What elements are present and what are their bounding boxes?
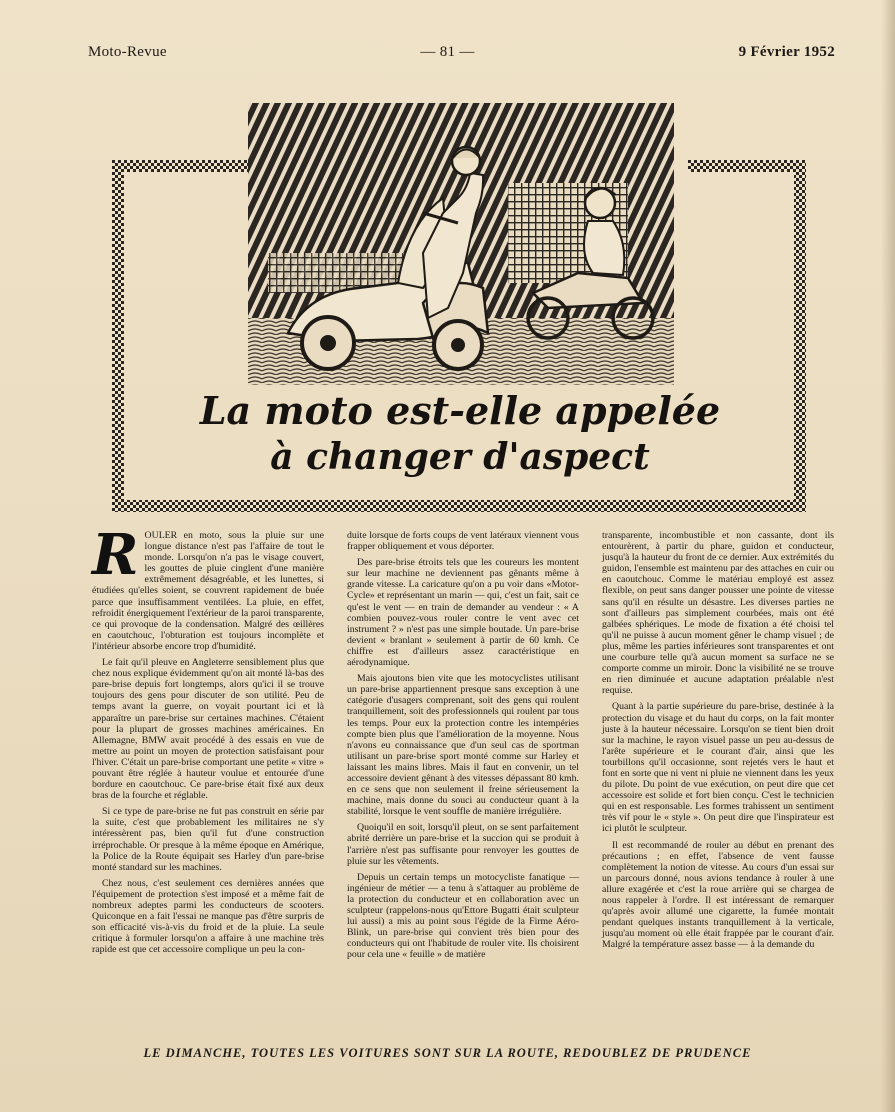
paragraph: Chez nous, c'est seulement ces dernières années que l'équipement de protection s'est imposé et a même fait de nombreux adeptes parmi les conducteurs de scooters. Quiconque en a fait l'essai ne manque pas d'être surpris de son efficacité vis-à-vis du froid et de la pluie. La seule critique à formuler lorsqu'on a affaire à une machine très rapide est que cet accessoire complique un peu la con- [92,877,324,956]
drop-cap: R [92,522,139,588]
motorcycle-rain-illustration [248,103,674,385]
article-column-3 [602,530,834,955]
paragraph: transparente, incombustible et non cassante, dont ils entourèrent, à partir du phare, guidon et conducteur, jusqu'à la hauteur du front de ce dernier. Aux extrémités du guidon, l'ensemble est maintenu par des attaches en cuir ou en caoutchouc. Comme le matériau employé est assez flexible, on peut sans danger pousser une pointe de vitesse sans qu'il en résulte un désastre. Les diverses parties ne sont d'ailleurs pas simplement courbées, mais ont été galbées sphériques. Le mode de fixation a été choisi tel qu'il ne puisse à aucun moment gêner le champ visuel ; de plus, même les parties inférieures sont transparentes et ont une courbure telle qu'à aucun moment sa surface ne se comporte comme un miroir. Donc la visibilité ne se trouve en rien diminuée et aucune adaptation préalable n'est requise. [602,530,834,697]
paragraph: Mais ajoutons bien vite que les motocyclistes utilisant un pare-brise appartiennent presque sans exception à une catégorie d'usagers comprenant, soit des gens qui roulent tranquillement, soit des professionnels qui roulent par tous les temps. Pour eux la protection contre les intempéries compte bien plus que l'amélioration de la moyenne. Nous n'avons eu connaissance que d'un seul cas de sportman utilisant un pare-brise sport monté comme sur Harley et laissant les mains libres. Mais il faut en convenir, un tel accessoire devient gênant à des vitesses dépassant 80 kmh. en ce sens que non seulement il freine sérieusement la machine, mais donne du souci au conducteur quant à la stabilité, lorsque le vent souffle de manière irrégulière. [347,673,579,818]
article-column-1 [92,522,324,960]
article-body [92,522,834,1048]
paragraph: Quoiqu'il en soit, lorsqu'il pleut, on se sent parfaitement abrité derrière un pare-brise et la succion qui se produit à l'arrière n'est pas suffisante pour renvoyer les gouttes de pluie sur les vêtements. [347,822,579,867]
paragraph: Le fait qu'il pleuve en Angleterre sensiblement plus que chez nous explique évidemment qu'on ait monté là-bas des pare-brise depuis fort longtemps, alors qu'ici il se trouve toujours des gens pour discuter de son utilité. Peu de temps avant la guerre, on voyait pourtant ici et là apparaître un pare-brise sur certaines machines. C'étaient pour la plupart de grosses machines américaines. En Allemagne, BMW avait procédé à des essais en vue de mettre au point un moyen de protection satisfaisant pour l'hiver. C'était un pare-brise comportant une petite « vitre » pouvant être réglée à hauteur voulue et entourée d'une bordure en caoutchouc. Ce pare-brise était fixé aux deux bras de la fourche et réglable. [92,657,324,802]
paragraph: Des pare-brise étroits tels que les coureurs les montent sur leur machine ne deviennent pas gênants même à grande vitesse. La caricature qu'on a pu voir dans «Motor-Cycle» et représentant un marin — qui, c'est un fait, sait ce qu'est le vent — en train de demander au vendeur : « A combien pouvez-vous rouler contre le vent avec cet instrument ? » n'est pas une simple boutade. Un pare-brise devient « branlant » seulement à partir de 60 kmh. Ce chiffre est d'ailleurs assez caractéristique en aérodynamique. [347,557,579,669]
article-title-line-1: La moto est-elle appelée [199,388,721,433]
paragraph: Si ce type de pare-brise ne fut pas construit en série par la suite, c'est que probablement les militaires ne s'y intéressèrent pas, bien qu'il fut d'une construction irréprochable. Or presque à la même époque en Amérique, la Police de la Route équipait ses Harley d'un pare-brise monté standard sur les machines. [92,806,324,873]
paragraph: duite lorsque de forts coups de vent latéraux viennent vous frapper obliquement et vous déporter. [347,530,579,553]
paragraph: Il est recommandé de rouler au début en prenant des précautions ; en effet, l'absence de vent fausse complètement la notion de vitesse. Au cours d'un essai sur un parcours donné, nous avions tendance à rouler à une allure exagérée et c'est la roue arrière qui se chargea de nous rappeler à l'ordre. Il est intéressant de remarquer qu'après avoir allumé une cigarette, la fumée montait pendant quelques instants tranquillement à la verticale, jusqu'au moment où elle était frappée par le courant d'air. Malgré la température assez basse — à la demande du [602,839,834,951]
article-column-2 [347,530,579,965]
issue-date: 9 Février 1952 [738,44,835,60]
magazine-name: Moto-Revue [88,44,167,60]
paragraph: ROULER en moto, sous la pluie sur une longue distance n'est pas l'affaire de tout le monde. Lorsqu'on n'a pas le visage couvert, les gouttes de pluie cinglent d'une manière extrêmement désagréable, et les lunettes, si étudiées qu'elles soient, se couvrent rapidement de buée parce que insuffisamment ventilées. La pluie, en effet, refroidit énergiquement l'extérieur de la paroi transparente, ce qui provoque de la condensation. Malgré des œillères en caoutchouc, l'obturation est toujours incomplète et l'intérieur absorbe encore trop d'humidité. [92,522,324,652]
article-title-line-2: à changer d'aspect [270,436,650,478]
article-title [140,388,780,480]
page-edge-shadow [881,0,895,1112]
paragraph: Depuis un certain temps un motocycliste fanatique — ingénieur de métier — a tenu à s'attaquer au problème de la protection du conducteur et en collaboration avec un sculpteur (rappelons-nous qu'Ettore Bugatti était sculpteur lui aussi) a mis au point sous l'égide de la Firme Aéro-Blink, un pare-brise qui convient très bien pour des conducteurs qui ont l'habitude de rouler vite. Ils choisirent pour cela une « feuille » de matière [347,871,579,961]
paragraph: Quant à la partie supérieure du pare-brise, destinée à la protection du visage et du haut du corps, on la fait monter juste à la hauteur nécessaire. Lorsqu'on se tient bien droit sur la machine, le rayon visuel passe un peu au-dessus de l'arête supérieure et le courant d'air, ainsi que les tourbillons qu'il occasionne, sont rejetés vers le haut et font en sorte que ni vent ni pluie ne viennent dans les yeux du pilote. Du point de vue exécution, on peut dire que cet accessoire est solide et fort bien conçu. C'est le technicien qui en est responsable. Les formes trahissent un sentiment très vif pour le « style ». On peut dire que l'inspirateur est ici plutôt le sculpteur. [602,701,834,835]
page-number: — 81 — [420,44,475,60]
footer-slogan: LE DIMANCHE, TOUTES LES VOITURES SONT SUR LA ROUTE, REDOUBLEZ DE PRUDENCE [143,1046,752,1060]
